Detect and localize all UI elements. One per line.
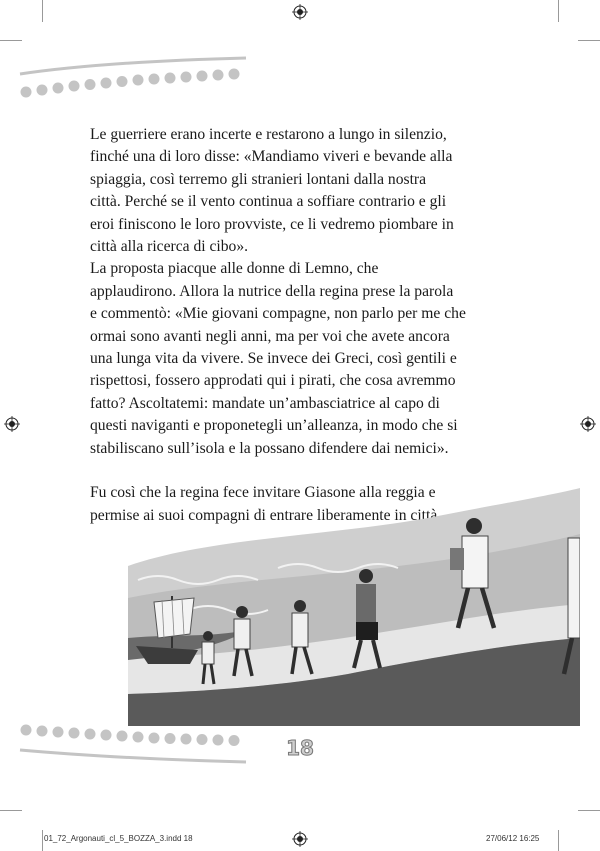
paragraph: Fu così che la regina fece invitare Giasone alla reggia e permise ai suoi compagni di entrare liberamente in città. bbox=[90, 484, 442, 524]
argonauts-illustration bbox=[128, 488, 580, 726]
registration-mark-icon bbox=[4, 416, 20, 432]
crop-mark bbox=[578, 40, 600, 41]
dotted-ribbon-top bbox=[18, 54, 250, 102]
crop-mark bbox=[578, 810, 600, 811]
story-text bbox=[90, 124, 530, 527]
crop-mark bbox=[558, 0, 559, 22]
crop-mark bbox=[42, 0, 43, 22]
slug-filename: 01_72_Argonauti_cl_5_BOZZA_3.indd 18 bbox=[44, 834, 193, 843]
paragraph: La proposta piacque alle donne di Lemno, che applaudirono. Allora la nutrice della regina prese la parola e commentò: «Mie giovani compagne, non parlo per me che ormai sono avanti negli anni, ma per voi che avete ancora una lunga vita da vivere. Se invece dei Greci, così gentili e rispettosi, fossero approdati qui i pirati, che cosa avremmo fatto? Ascoltatemi: mandate un’ambasciatrice al capo di questi naviganti e proponetegli un’alleanza, in modo che si stabiliscano sull’isola e la possano difendere dai nemici». bbox=[90, 260, 466, 457]
slug-datetime: 27/06/12 16:25 bbox=[486, 834, 540, 843]
registration-mark-icon bbox=[292, 831, 308, 847]
registration-mark-icon bbox=[292, 4, 308, 20]
crop-mark bbox=[42, 830, 43, 851]
crop-mark bbox=[0, 40, 22, 41]
crop-mark bbox=[0, 810, 22, 811]
crop-mark bbox=[558, 830, 559, 851]
page-number: 18 bbox=[286, 736, 314, 760]
dotted-ribbon-bottom bbox=[18, 720, 250, 768]
paragraph: Le guerriere erano incerte e restarono a lungo in silenzio, finché una di loro disse: «Mandiamo viveri e bevande alla spiaggia, così terremo gli stranieri lontani dalla nostra città. Perché se il vento continua a soffiare contrario e gli eroi finiscono le loro provviste, ce li vedremo piombare in città alla ricerca di cibo». bbox=[90, 126, 454, 256]
registration-mark-icon bbox=[580, 416, 596, 432]
